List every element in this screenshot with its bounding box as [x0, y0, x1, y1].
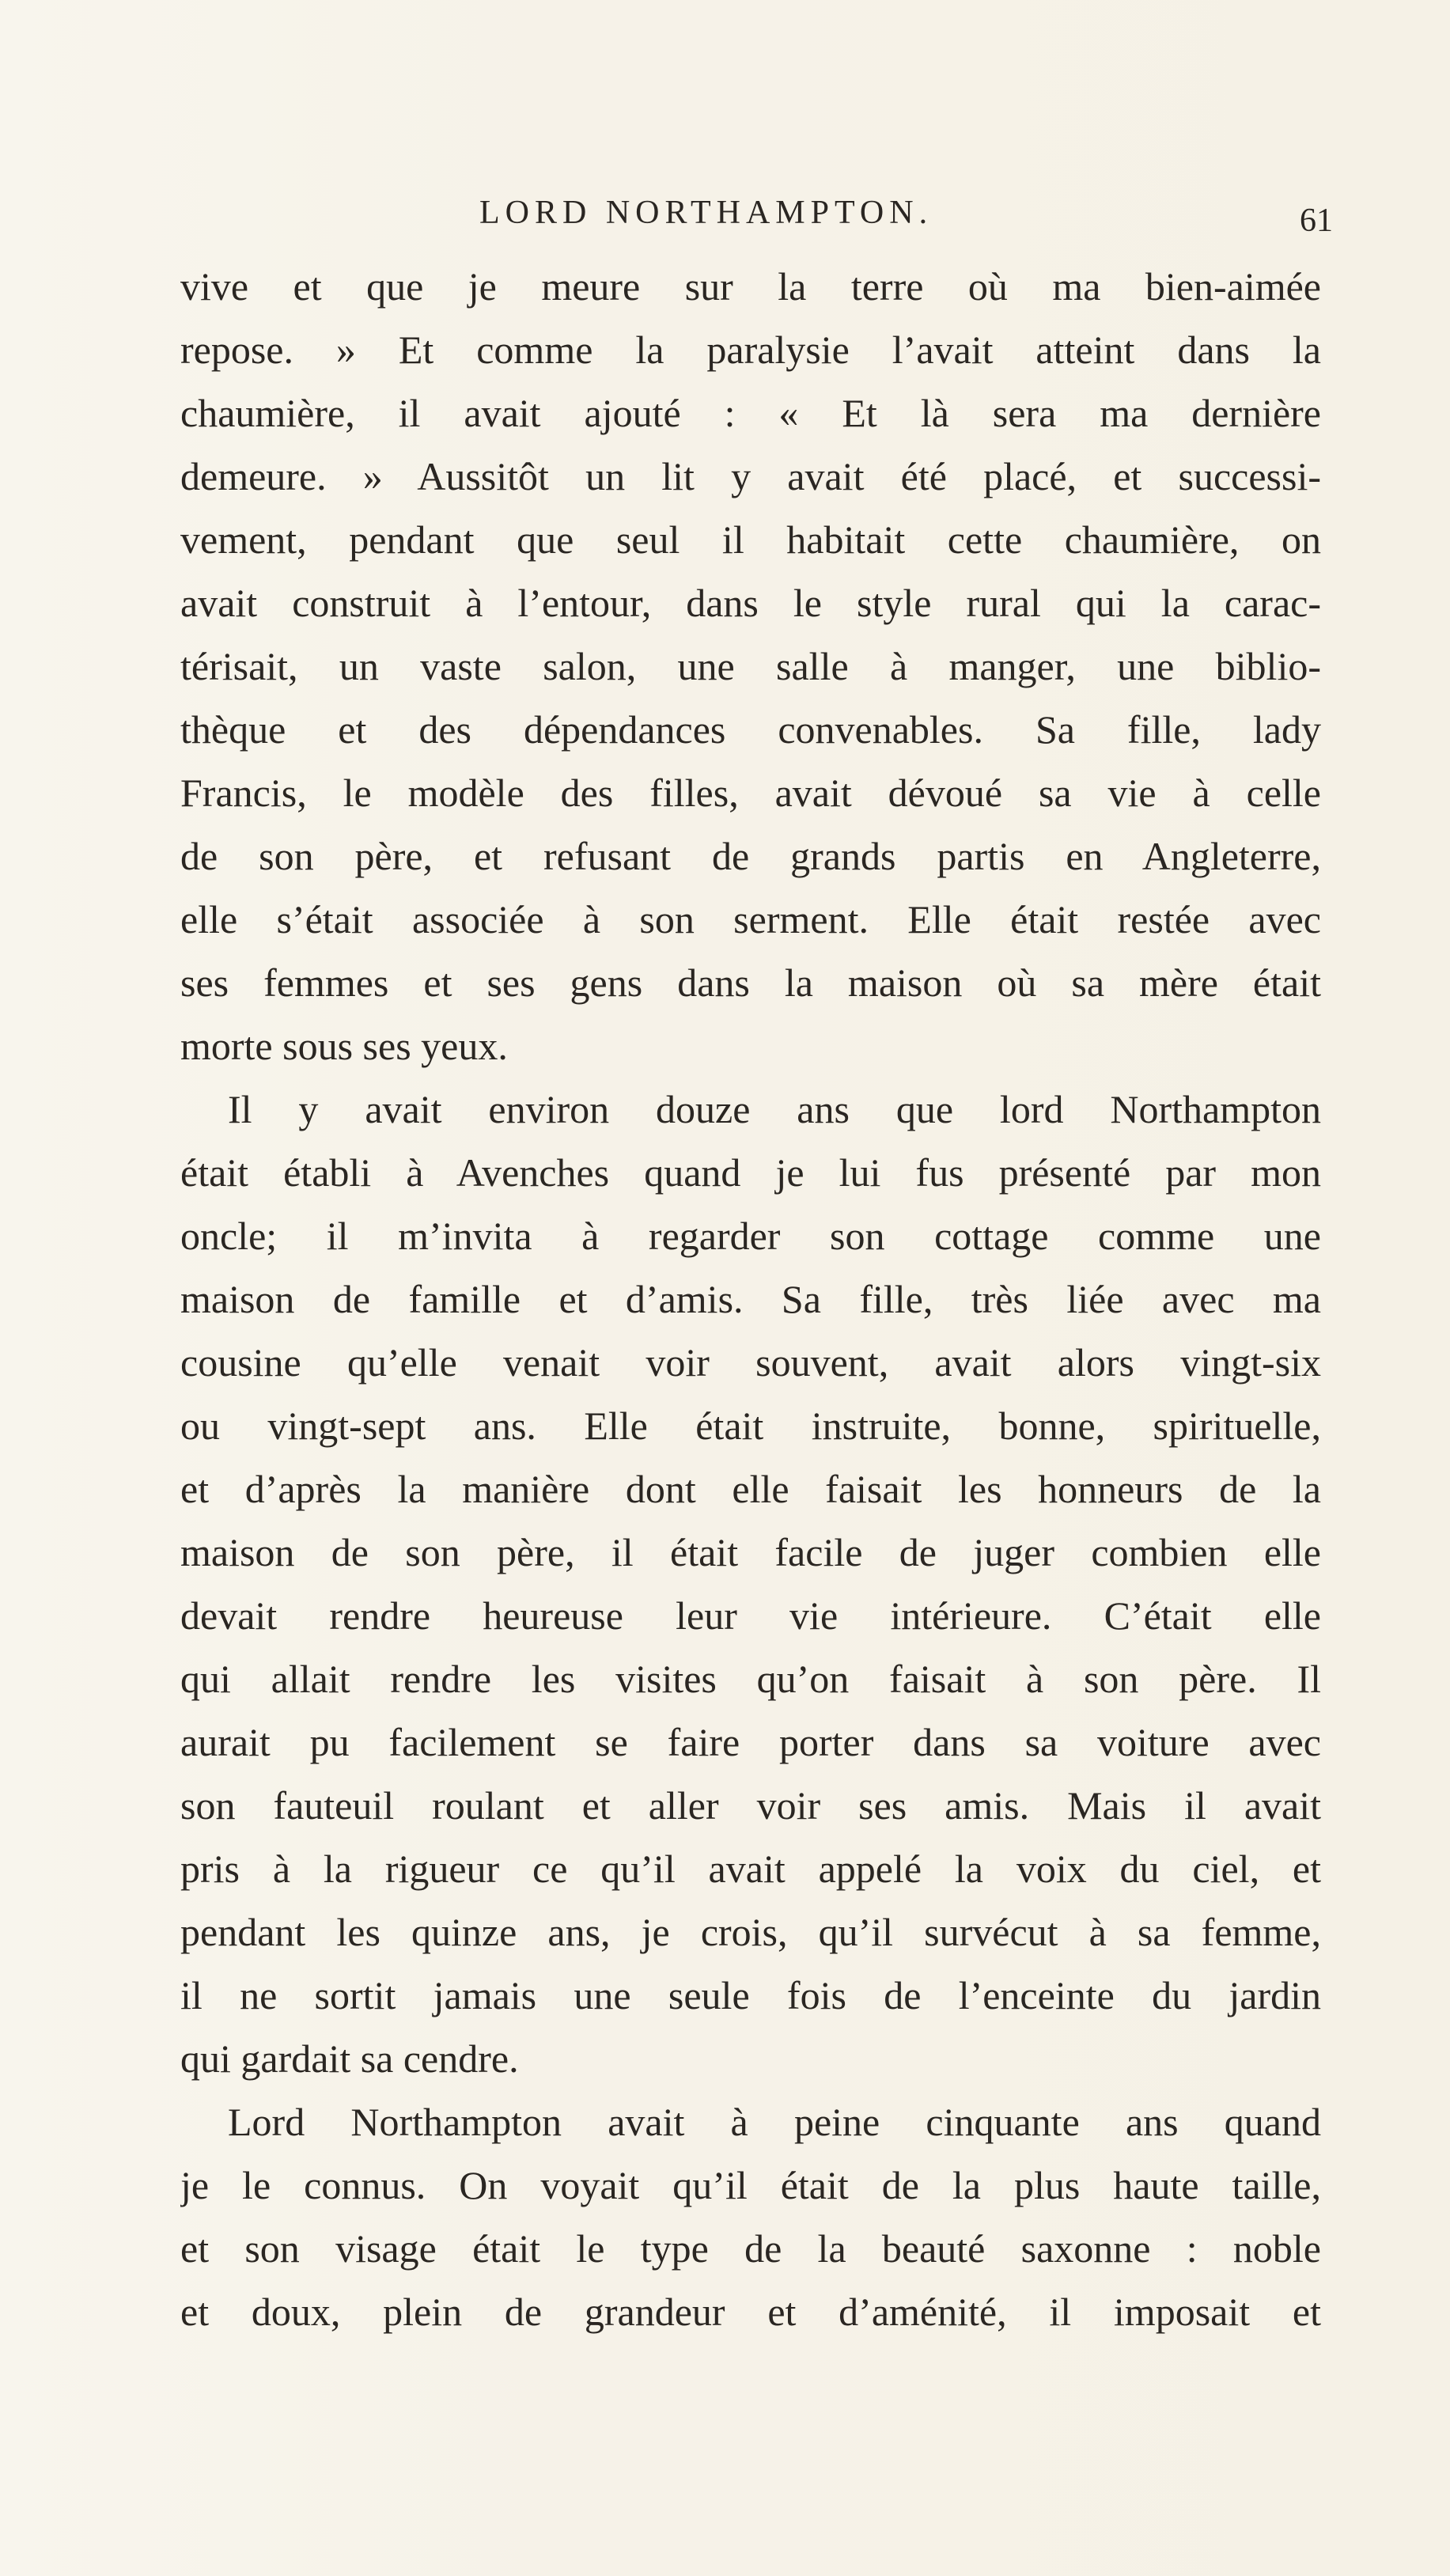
text-line: aurait pu facilement se faire porter dans sa voiture avec [180, 1720, 1321, 1764]
text-line: vive et que je meure sur la terre où ma bien-aimée [180, 264, 1321, 309]
text-line: et son visage était le type de la beauté saxonne : noble [180, 2226, 1321, 2271]
text-line: ses femmes et ses gens dans la maison où sa mère était [180, 960, 1321, 1005]
paragraph-first-line: Il y avait environ douze ans que lord Northampton [228, 1087, 1321, 1131]
body-text [180, 255, 1321, 2343]
paragraph-end-line: morte sous ses yeux. [180, 1024, 508, 1068]
text-line: thèque et des dépendances convenables. Sa fille, lady [180, 707, 1321, 752]
text-line: demeure. » Aussitôt un lit y avait été placé, et successi- [180, 454, 1321, 498]
text-line: repose. » Et comme la paralysie l’avait atteint dans la [180, 328, 1321, 372]
paragraph-first-line: Lord Northampton avait à peine cinquante ans quand [228, 2100, 1321, 2144]
text-line: avait construit à l’entour, dans le style rural qui la carac- [180, 581, 1321, 625]
text-line: Francis, le modèle des filles, avait dévoué sa vie à celle [180, 771, 1321, 815]
text-line: maison de son père, il était facile de juger combien elle [180, 1530, 1321, 1574]
text-line: et d’après la manière dont elle faisait les honneurs de la [180, 1467, 1321, 1511]
text-line: je le connus. On voyait qu’il était de la plus haute taille, [180, 2163, 1321, 2207]
running-title: LORD NORTHAMPTON. [479, 195, 933, 231]
text-line: il ne sortit jamais une seule fois de l’enceinte du jardin [180, 1973, 1321, 2017]
text-line: ou vingt-sept ans. Elle était instruite, bonne, spirituelle, [180, 1404, 1321, 1448]
text-line: chaumière, il avait ajouté : « Et là sera ma dernière [180, 391, 1321, 435]
text-line: pendant les quinze ans, je crois, qu’il survécut à sa femme, [180, 1910, 1321, 1954]
text-line: vement, pendant que seul il habitait cette chaumière, on [180, 517, 1321, 562]
text-line: cousine qu’elle venait voir souvent, avait alors vingt-six [180, 1340, 1321, 1385]
page-header [204, 185, 1339, 241]
text-line: devait rendre heureuse leur vie intérieure. C’était elle [180, 1593, 1321, 1638]
text-line: térisait, un vaste salon, une salle à manger, une biblio- [180, 644, 1321, 688]
text-line: de son père, et refusant de grands partis en Angleterre, [180, 834, 1321, 878]
text-line: elle s’était associée à son serment. Elle était restée avec [180, 897, 1321, 941]
text-line: qui allait rendre les visites qu’on faisait à son père. Il [180, 1657, 1321, 1701]
paragraph-end-line: qui gardait sa cendre. [180, 2036, 519, 2081]
text-line: était établi à Avenches quand je lui fus présenté par mon [180, 1150, 1321, 1195]
text-line: et doux, plein de grandeur et d’aménité, il imposait et [180, 2290, 1321, 2334]
page-number: 61 [1300, 203, 1333, 239]
text-line: pris à la rigueur ce qu’il avait appelé la voix du ciel, et [180, 1847, 1321, 1891]
text-line: oncle; il m’invita à regarder son cottage comme une [180, 1214, 1321, 1258]
text-line: son fauteuil roulant et aller voir ses amis. Mais il avait [180, 1783, 1321, 1828]
text-line: maison de famille et d’amis. Sa fille, très liée avec ma [180, 1277, 1321, 1321]
